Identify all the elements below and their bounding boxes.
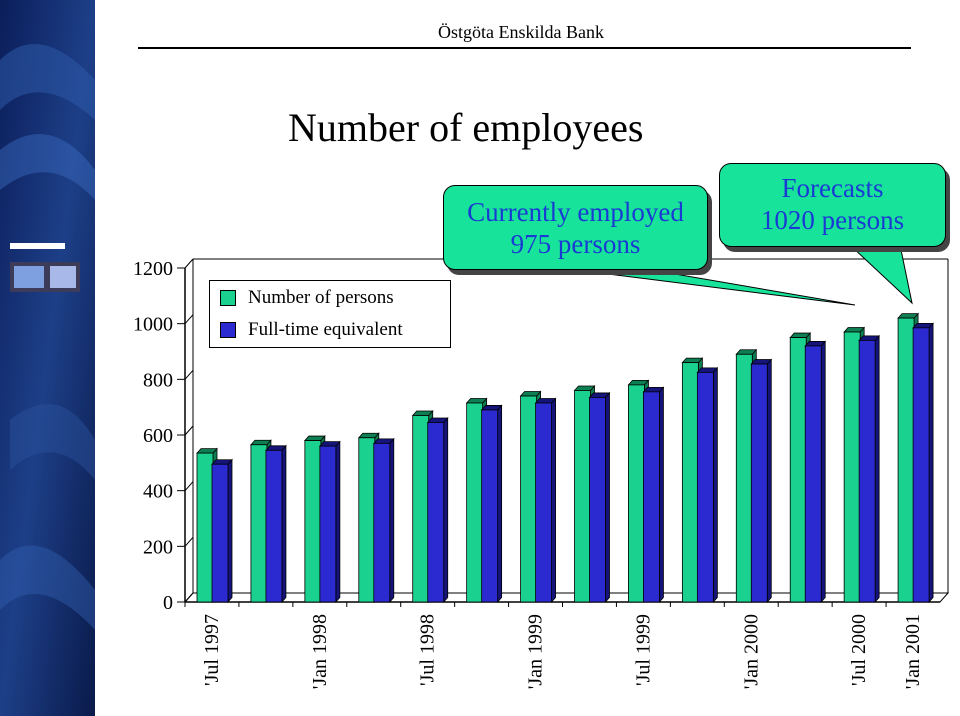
bar-fte-top [590, 393, 610, 398]
bar-fte [643, 392, 659, 602]
bar-fte-top [374, 439, 394, 444]
bar-fte [805, 346, 821, 602]
y-tick-label: 1200 [133, 258, 173, 280]
bar-persons-top [575, 386, 595, 391]
legend-item-persons [220, 287, 394, 309]
bar-persons [844, 332, 860, 602]
bar-persons [790, 338, 806, 602]
bar-fte [913, 328, 929, 602]
bar-persons [305, 441, 321, 602]
bar-fte-top [643, 387, 663, 392]
bar-fte [697, 372, 713, 602]
bar-persons [521, 396, 537, 602]
bar-persons-top [844, 328, 864, 333]
bar-fte-top [428, 418, 448, 423]
bar-persons [197, 453, 213, 602]
bar-persons-top [467, 398, 487, 403]
bar-fte-side [713, 368, 717, 602]
y-tick-label: 0 [163, 592, 173, 614]
y-tick-depth [185, 482, 193, 491]
bar-fte-top [751, 360, 771, 365]
x-tick-label: 'Jan 1998 [308, 614, 331, 690]
bar-fte-side [767, 360, 771, 602]
bar-fte-side [228, 460, 232, 602]
x-tick-label: 'Jan 2000 [740, 614, 763, 690]
callout-current-line1: Currently employed [467, 197, 684, 227]
callout-forecast-pointer [850, 245, 912, 303]
bar-fte-side [875, 336, 879, 602]
bar-fte-top [482, 405, 502, 410]
bar-persons [682, 363, 698, 602]
slide-title: Number of employees [288, 105, 644, 150]
legend-label-persons: Number of persons [248, 287, 394, 308]
callout-currently-employed [443, 185, 708, 270]
bar-fte-side [552, 398, 556, 602]
bar-persons-top [790, 333, 810, 338]
bar-fte [751, 364, 767, 602]
bar-persons-top [898, 314, 918, 319]
bar-fte [428, 422, 444, 602]
bar-persons [413, 416, 429, 602]
bar-fte [859, 340, 875, 602]
bar-fte-top [212, 460, 232, 465]
bar-persons [898, 318, 914, 602]
bar-fte-side [659, 387, 663, 602]
bar-persons [467, 403, 483, 602]
bar-fte [590, 397, 606, 602]
y-tick-label: 400 [143, 480, 173, 503]
bar-fte-top [859, 336, 879, 341]
x-tick-label: 'Jul 1997 [200, 614, 223, 686]
bank-name: Östgöta Enskilda Bank [438, 22, 604, 42]
legend-swatch-persons [220, 290, 236, 306]
callout-forecasts [719, 163, 946, 247]
y-tick-depth [185, 426, 193, 435]
bar-fte-side [606, 393, 610, 602]
chart-floor [185, 593, 948, 602]
bar-persons-top [197, 449, 217, 454]
bar-persons-top [628, 380, 648, 385]
legend-label-fte: Full-time equivalent [248, 319, 403, 340]
y-tick-label: 600 [143, 425, 173, 447]
bar-persons [736, 354, 752, 602]
chart-legend [209, 280, 451, 348]
y-tick-depth [185, 315, 193, 324]
bar-fte [374, 443, 390, 602]
callout-current-line2: 975 persons [510, 229, 641, 259]
bar-fte-side [336, 442, 340, 602]
legend-item-fte [220, 319, 403, 341]
y-tick-depth [185, 370, 193, 379]
bar-persons-top [359, 433, 379, 438]
bar-fte [212, 464, 228, 602]
bar-fte-side [444, 418, 448, 602]
y-tick-label: 800 [143, 369, 173, 392]
bar-persons-top [521, 392, 541, 397]
y-tick-depth [185, 537, 193, 546]
x-tick-label: 'Jul 1998 [416, 614, 439, 686]
bar-fte [536, 403, 552, 602]
bar-fte-side [821, 341, 825, 602]
bar-fte-side [498, 405, 502, 602]
bar-persons-top [736, 350, 756, 355]
bar-fte-top [536, 398, 556, 403]
bar-persons [251, 445, 267, 602]
bar-fte-side [282, 446, 286, 602]
callout-forecast-line1: Forecasts [781, 173, 884, 203]
bar-persons [628, 385, 644, 602]
x-tick-label: 'Jul 2000 [848, 614, 871, 686]
y-tick-depth [185, 259, 193, 268]
bar-fte-side [390, 439, 394, 602]
bar-fte [482, 410, 498, 602]
x-tick-label: 'Jul 1999 [632, 614, 655, 686]
bar-persons-top [413, 411, 433, 416]
callout-forecast-line2: 1020 persons [760, 205, 905, 235]
bar-fte-side [929, 323, 933, 602]
y-tick-label: 1000 [133, 313, 173, 336]
bar-fte-top [320, 442, 340, 447]
bar-fte-top [805, 341, 825, 346]
callout-current-pointer [560, 268, 855, 305]
x-tick-label: 'Jan 2001 [902, 614, 925, 690]
x-tick-label: 'Jan 1999 [524, 614, 547, 690]
bar-fte-top [913, 323, 933, 328]
bar-fte [266, 450, 282, 602]
bar-persons [359, 438, 375, 602]
bar-fte-top [697, 368, 717, 373]
bar-persons-top [251, 440, 271, 445]
bar-persons-top [305, 436, 325, 441]
bar-persons-top [682, 358, 702, 363]
y-tick-label: 200 [143, 536, 173, 559]
legend-swatch-fte [220, 322, 236, 338]
bar-persons [575, 390, 591, 602]
bar-fte-top [266, 446, 286, 451]
bar-fte [320, 446, 336, 602]
